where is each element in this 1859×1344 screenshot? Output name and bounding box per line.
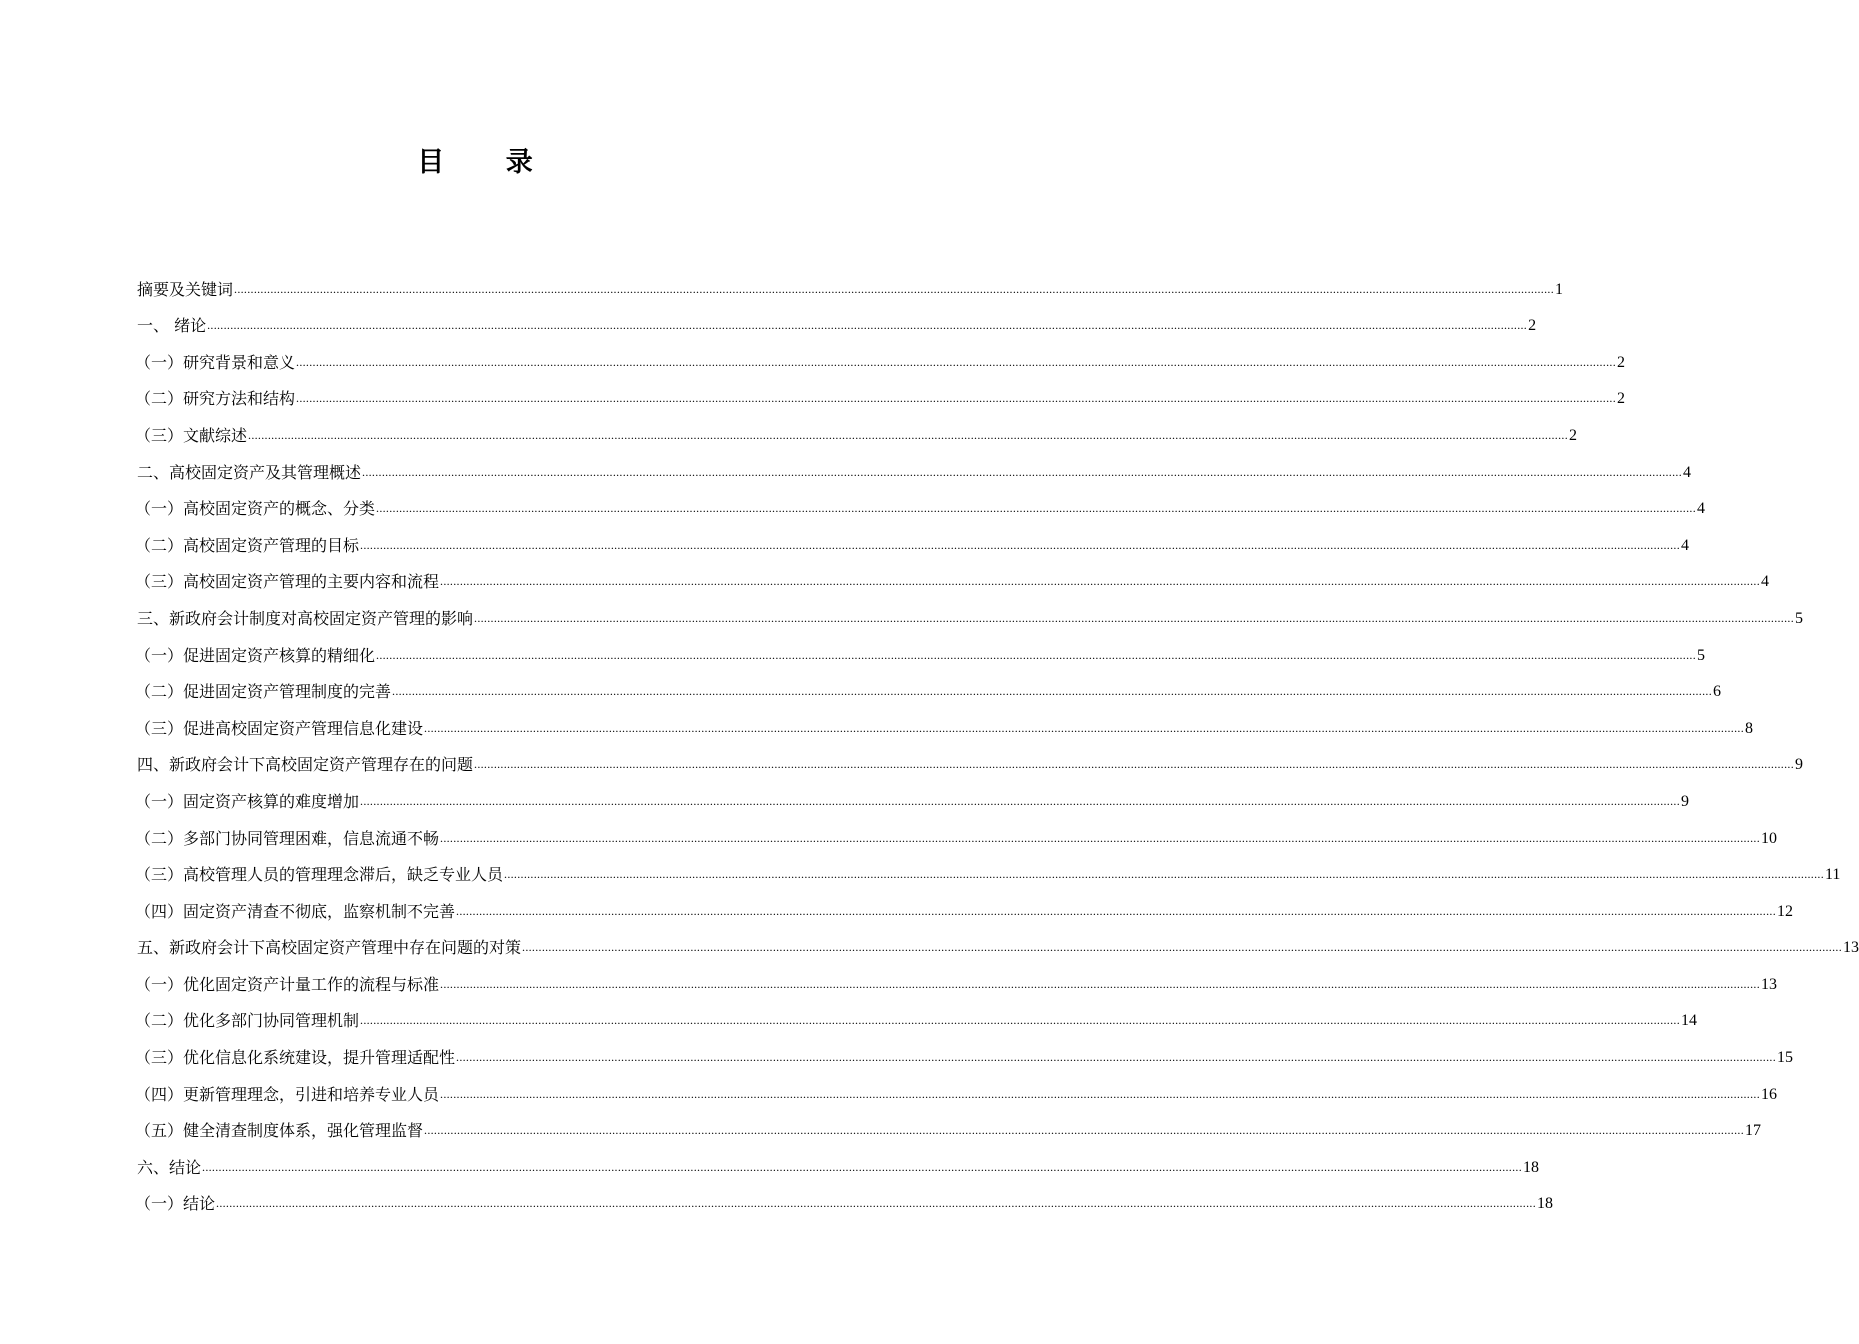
toc-entry[interactable] — [135, 813, 1778, 850]
toc-entry-text: （一）固定资产核算的难度增加 — [135, 791, 360, 811]
toc-entry[interactable] — [135, 337, 1626, 374]
toc-dot-leader: ................................................................................................................................................................................................................................................................................................................................................................................................................ — [440, 1086, 1761, 1101]
toc-entry-text: （一）促进固定资产核算的精细化 — [135, 645, 376, 665]
toc-entry[interactable] — [135, 776, 1690, 813]
toc-page-number: 2 — [1569, 426, 1578, 444]
toc-dot-leader: ................................................................................................................................................................................................................................................................................................................................................................................................................ — [522, 940, 1843, 955]
toc-entry[interactable] — [135, 1032, 1794, 1069]
toc-page-number: 9 — [1681, 792, 1690, 810]
toc-dot-leader: ................................................................................................................................................................................................................................................................................................................................................................................................................ — [234, 281, 1555, 296]
toc-page-number: 2 — [1528, 317, 1537, 335]
toc-page-number: 5 — [1795, 609, 1804, 627]
toc-entry[interactable] — [135, 557, 1770, 594]
toc-entry-text: （三）高校管理人员的管理理念滞后，缺乏专业人员 — [135, 865, 504, 885]
toc-dot-leader: ................................................................................................................................................................................................................................................................................................................................................................................................................ — [424, 720, 1745, 735]
toc-dot-leader: ................................................................................................................................................................................................................................................................................................................................................................................................................ — [360, 793, 1681, 808]
toc-entry-text: （二）研究方法和结构 — [135, 389, 296, 409]
toc-entry[interactable] — [135, 520, 1690, 557]
toc-dot-leader: ................................................................................................................................................................................................................................................................................................................................................................................................................ — [296, 391, 1617, 406]
toc-page-number: 15 — [1777, 1049, 1794, 1067]
toc-entry[interactable] — [137, 1142, 1540, 1179]
toc-entry-text: （二）优化多部门协同管理机制 — [135, 1011, 360, 1031]
toc-entry[interactable] — [137, 264, 1564, 301]
toc-entry-text: （四）更新管理理念，引进和培养专业人员 — [135, 1084, 440, 1104]
toc-page-number: 11 — [1825, 866, 1841, 884]
toc-entry-text: 五、新政府会计下高校固定资产管理中存在问题的对策 — [137, 938, 522, 958]
toc-entry[interactable] — [135, 667, 1722, 704]
toc-entry-text: （四）固定资产清查不彻底，监察机制不完善 — [135, 901, 456, 921]
toc-dot-leader: ................................................................................................................................................................................................................................................................................................................................................................................................................ — [440, 976, 1761, 991]
toc-page-number: 4 — [1761, 573, 1770, 591]
toc-entry-text: 二、高校固定资产及其管理概述 — [137, 462, 362, 482]
toc-entry[interactable] — [135, 630, 1706, 667]
toc-title: 目 录 — [417, 147, 559, 178]
toc-dot-leader: ................................................................................................................................................................................................................................................................................................................................................................................................................ — [296, 354, 1617, 369]
toc-page-number: 13 — [1761, 975, 1778, 993]
toc-page-number: 8 — [1745, 719, 1754, 737]
toc-dot-leader: ................................................................................................................................................................................................................................................................................................................................................................................................................ — [440, 574, 1761, 589]
toc-dot-leader: ................................................................................................................................................................................................................................................................................................................................................................................................................ — [360, 537, 1681, 552]
toc-dot-leader: ................................................................................................................................................................................................................................................................................................................................................................................................................ — [362, 464, 1683, 479]
toc-entry-text: 摘要及关键词 — [137, 279, 234, 299]
toc-dot-leader: ................................................................................................................................................................................................................................................................................................................................................................................................................ — [474, 757, 1795, 772]
toc-entry[interactable] — [137, 740, 1804, 777]
toc-dot-leader: ................................................................................................................................................................................................................................................................................................................................................................................................................ — [248, 427, 1569, 442]
toc-entry-text: （一）结论 — [135, 1194, 216, 1214]
toc-page-number: 16 — [1761, 1085, 1778, 1103]
toc-entry[interactable] — [135, 996, 1698, 1033]
toc-dot-leader: ................................................................................................................................................................................................................................................................................................................................................................................................................ — [376, 647, 1697, 662]
toc-entry-text: （五）健全清查制度体系，强化管理监督 — [135, 1121, 424, 1141]
toc-page-number: 2 — [1617, 353, 1626, 371]
toc-page-number: 9 — [1795, 756, 1804, 774]
toc-entry-text: （二）促进固定资产管理制度的完善 — [135, 682, 392, 702]
toc-dot-leader: ................................................................................................................................................................................................................................................................................................................................................................................................................ — [207, 318, 1528, 333]
toc-entry[interactable] — [135, 374, 1626, 411]
toc-dot-leader: ................................................................................................................................................................................................................................................................................................................................................................................................................ — [376, 501, 1697, 516]
toc-list — [135, 264, 1859, 1215]
toc-entry-text: （二）高校固定资产管理的目标 — [135, 535, 360, 555]
toc-page-number: 18 — [1537, 1195, 1554, 1213]
toc-entry[interactable] — [135, 1106, 1762, 1143]
toc-dot-leader: ................................................................................................................................................................................................................................................................................................................................................................................................................ — [202, 1159, 1523, 1174]
toc-entry-text: 三、新政府会计制度对高校固定资产管理的影响 — [137, 608, 474, 628]
toc-dot-leader: ................................................................................................................................................................................................................................................................................................................................................................................................................ — [456, 1050, 1777, 1065]
toc-entry-text: （一）研究背景和意义 — [135, 352, 296, 372]
toc-entry[interactable] — [135, 703, 1754, 740]
toc-page-number: 17 — [1745, 1122, 1762, 1140]
toc-entry-text: 四、新政府会计下高校固定资产管理存在的问题 — [137, 755, 474, 775]
toc-page-number: 10 — [1761, 829, 1778, 847]
toc-entry-text: （一）高校固定资产的概念、分类 — [135, 499, 376, 519]
toc-entry[interactable] — [135, 484, 1706, 521]
toc-entry-text: （二）多部门协同管理困难，信息流通不畅 — [135, 828, 440, 848]
toc-entry-text: （三）促进高校固定资产管理信息化建设 — [135, 718, 424, 738]
toc-page-number: 1 — [1555, 280, 1564, 298]
toc-entry[interactable] — [137, 923, 1859, 960]
toc-dot-leader: ................................................................................................................................................................................................................................................................................................................................................................................................................ — [360, 1013, 1681, 1028]
toc-dot-leader: ................................................................................................................................................................................................................................................................................................................................................................................................................ — [392, 684, 1713, 699]
toc-entry-text: （三）文献综述 — [135, 425, 248, 445]
toc-entry[interactable] — [137, 447, 1692, 484]
toc-page-number: 2 — [1617, 390, 1626, 408]
toc-page-number: 5 — [1697, 646, 1706, 664]
toc-entry[interactable] — [135, 850, 1841, 887]
toc-dot-leader: ................................................................................................................................................................................................................................................................................................................................................................................................................ — [440, 830, 1761, 845]
toc-page-number: 13 — [1843, 939, 1859, 957]
toc-entry[interactable] — [137, 593, 1804, 630]
toc-dot-leader: ................................................................................................................................................................................................................................................................................................................................................................................................................ — [216, 1196, 1537, 1211]
toc-page-number: 18 — [1523, 1158, 1540, 1176]
toc-entry-text: 一、 绪论 — [137, 316, 207, 336]
toc-dot-leader: ................................................................................................................................................................................................................................................................................................................................................................................................................ — [474, 610, 1795, 625]
toc-dot-leader: ................................................................................................................................................................................................................................................................................................................................................................................................................ — [456, 903, 1777, 918]
toc-entry-text: （一）优化固定资产计量工作的流程与标准 — [135, 974, 440, 994]
toc-entry-text: （三）高校固定资产管理的主要内容和流程 — [135, 572, 440, 592]
toc-page-number: 4 — [1697, 500, 1706, 518]
toc-entry[interactable] — [137, 301, 1537, 338]
toc-page-number: 4 — [1681, 536, 1690, 554]
toc-entry[interactable] — [135, 1069, 1778, 1106]
toc-page-number: 4 — [1683, 463, 1692, 481]
toc-entry[interactable] — [135, 410, 1578, 447]
toc-entry[interactable] — [135, 1179, 1554, 1216]
toc-entry[interactable] — [135, 886, 1794, 923]
toc-entry-text: 六、结论 — [137, 1157, 202, 1177]
toc-entry[interactable] — [135, 959, 1778, 996]
toc-page-number: 12 — [1777, 902, 1794, 920]
toc-page-number: 6 — [1713, 683, 1722, 701]
toc-page-number: 14 — [1681, 1012, 1698, 1030]
toc-dot-leader: ................................................................................................................................................................................................................................................................................................................................................................................................................ — [424, 1123, 1745, 1138]
toc-dot-leader: ................................................................................................................................................................................................................................................................................................................................................................................................................ — [504, 867, 1825, 882]
toc-entry-text: （三）优化信息化系统建设，提升管理适配性 — [135, 1048, 456, 1068]
